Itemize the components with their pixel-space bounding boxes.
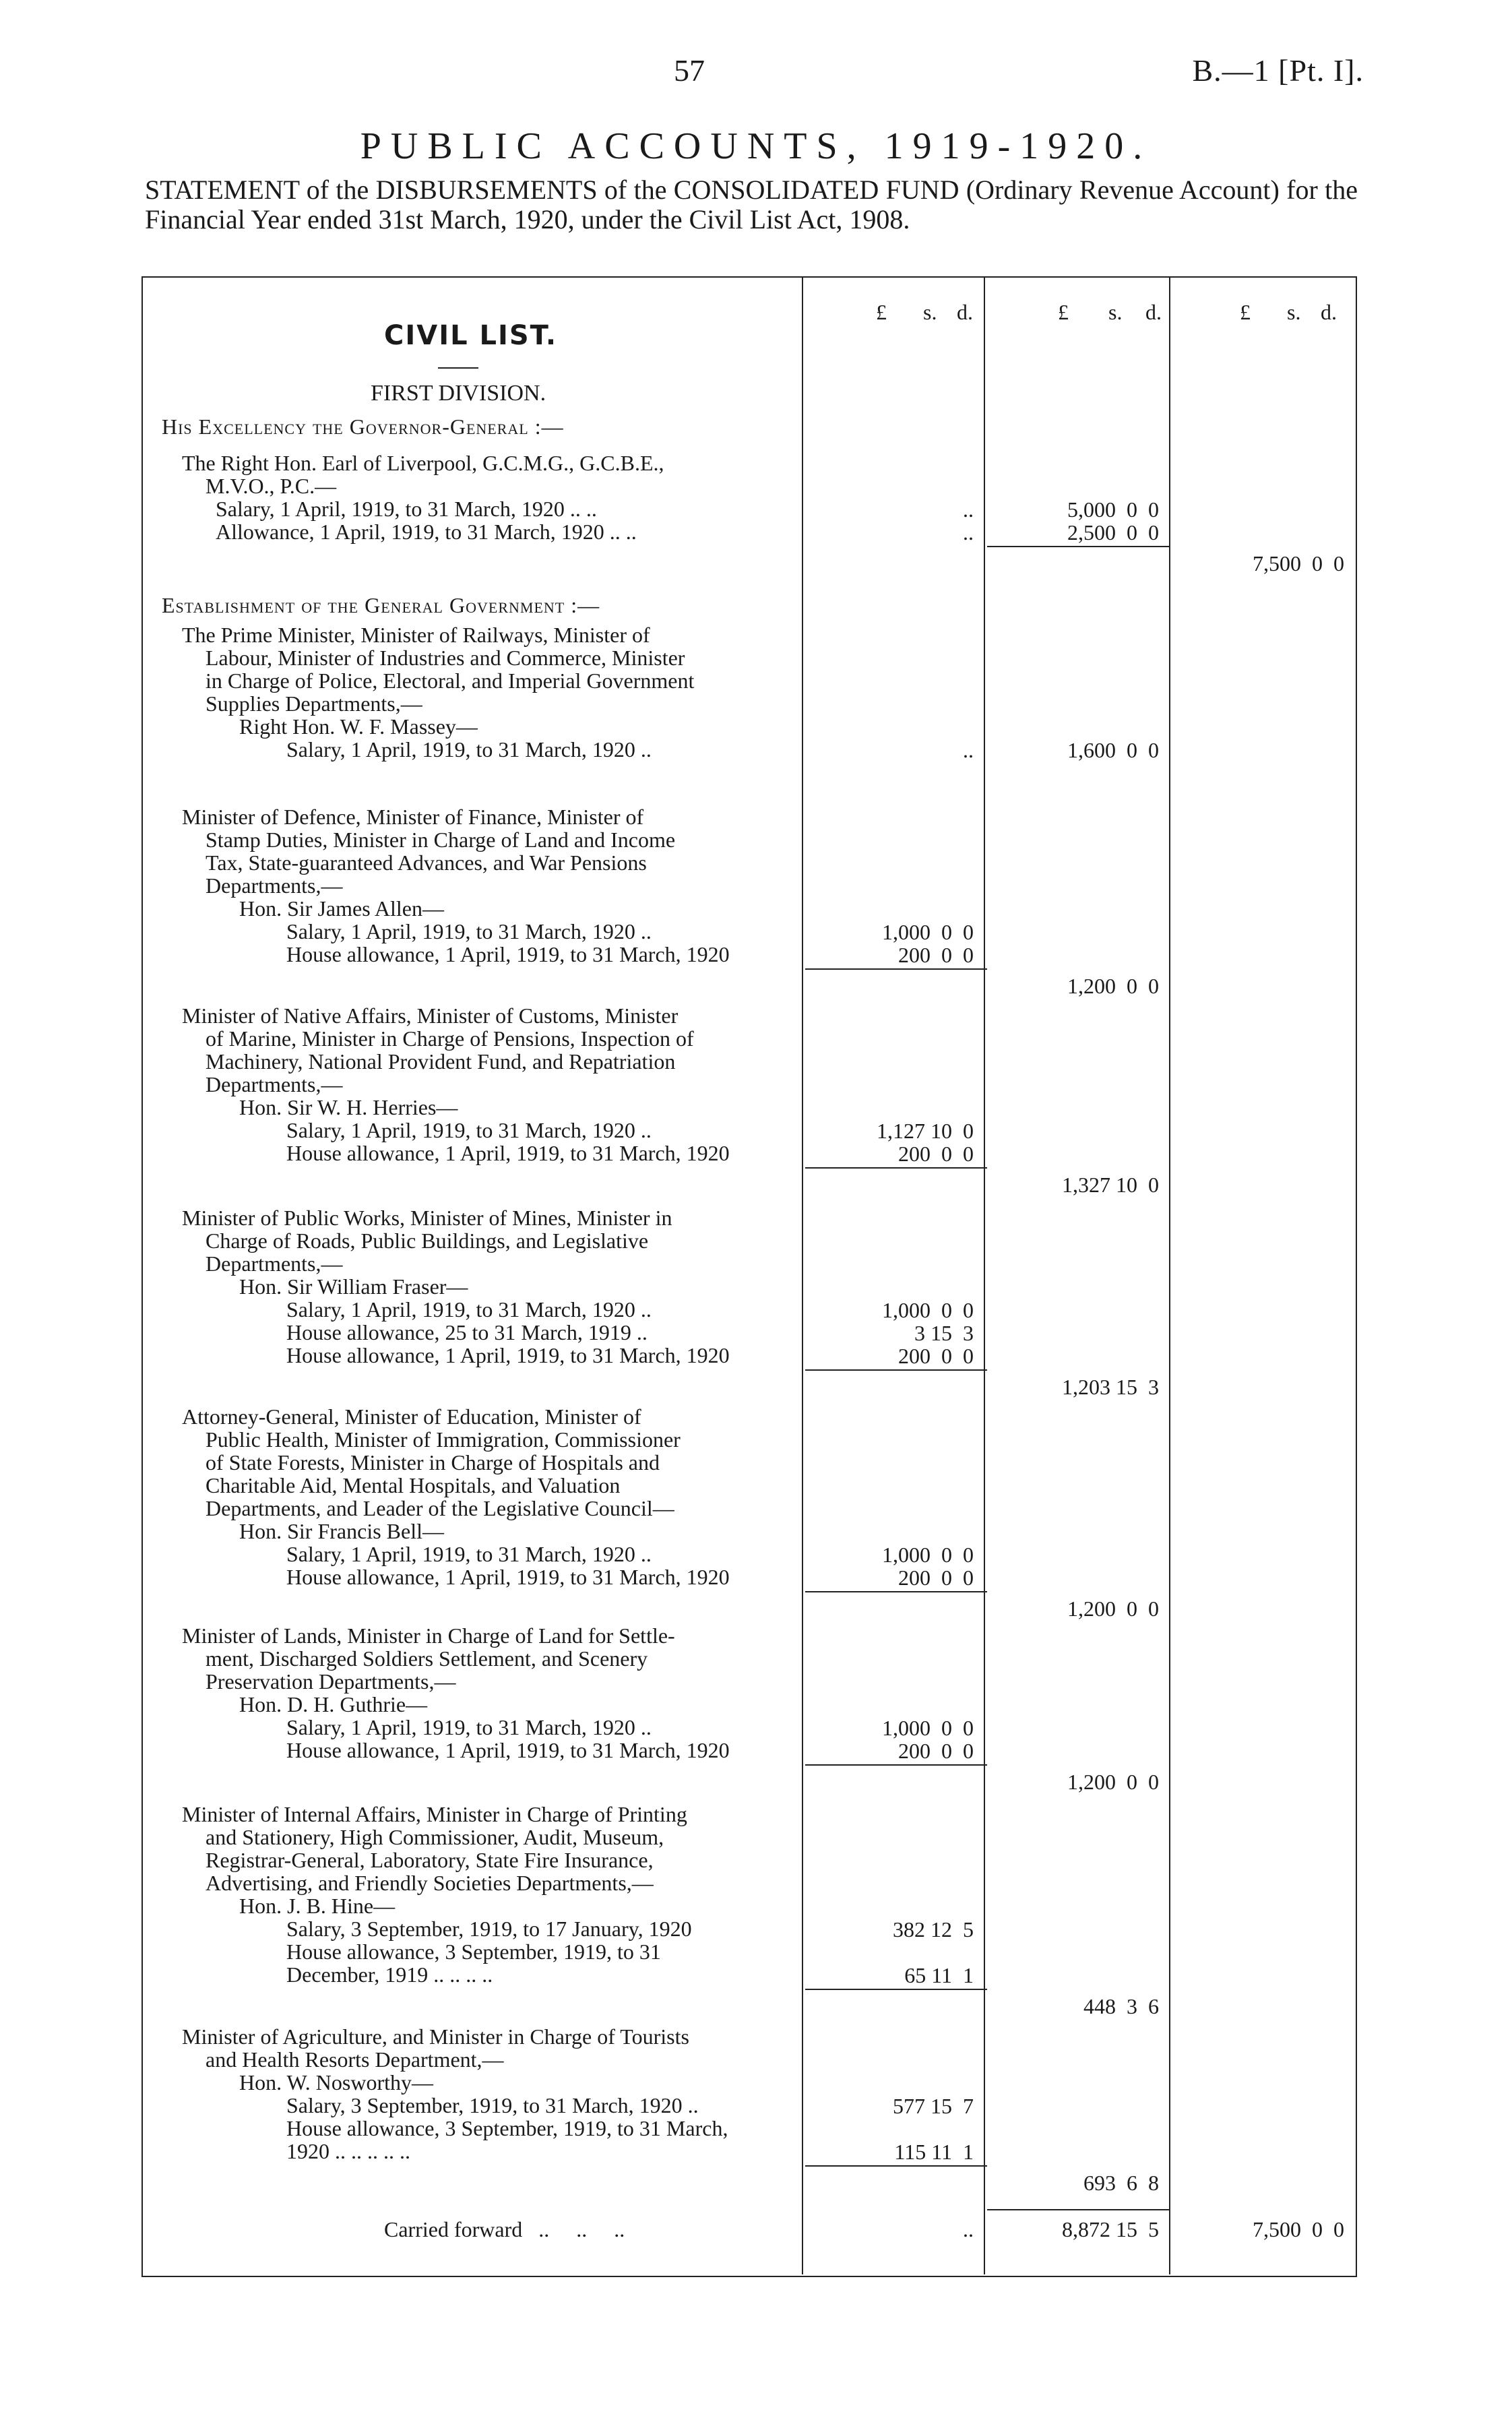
entry-description-line: Minister of Public Works, Minister of Mines, Minister in [182,1206,672,1230]
entry-description-line: Stamp Duties, Minister in Charge of Land and Income [206,828,676,852]
entry-item-amount: 577 15 7 [893,2094,974,2118]
entry-description-line: Hon. Sir James Allen— [239,896,444,921]
carried-forward-col3: 7,500 0 0 [1253,2217,1344,2241]
entry-description-line: Departments,— [206,1072,343,1096]
entry-description-line: The Right Hon. Earl of Liverpool, G.C.M.G., G.C.B.E., [182,451,664,475]
entry-description-line: Minister of Defence, Minister of Finance, Minister of [182,805,644,829]
entry-description-line: Departments,— [206,873,343,898]
entry-item-amount: 1,000 0 0 [882,1716,974,1740]
column-divider-2 [984,276,985,2274]
entry-total: 7,500 0 0 [1253,551,1344,576]
entry-item-subtotal: 2,500 0 0 [1067,520,1159,545]
subtotal-rule [805,1989,987,1990]
entry-item-text: Salary, 1 April, 1919, to 31 March, 1920 .. [286,1542,652,1566]
entry-total: 693 6 8 [1083,2171,1159,2195]
carried-forward-label: Carried forward .. .. .. [384,2217,625,2241]
subtotal-rule [805,1764,987,1766]
entry-description-line: Registrar-General, Laboratory, State Fire Insurance, [206,1848,654,1872]
entry-description-line: Right Hon. W. F. Massey— [239,714,478,739]
entry-description-line: Supplies Departments,— [206,691,422,716]
document-reference: B.—1 [Pt. I]. [1192,53,1364,88]
entry-description-line: The Prime Minister, Minister of Railways, Minister of [182,623,650,647]
subtotal-rule [805,1591,987,1592]
col2-shillings-header: s. [1108,300,1123,324]
entry-item-text: House allowance, 1 April, 1919, to 31 March, 1920 [286,1141,730,1165]
title-rule [438,367,478,369]
entry-item-text: Salary, 1 April, 1919, to 31 March, 1920 .. [286,737,652,762]
entry-total: 1,200 0 0 [1067,974,1159,998]
entry-description-line: Minister of Lands, Minister in Charge of Land for Settle- [182,1623,675,1648]
entry-description-line: and Stationery, High Commissioner, Audit, Museum, [206,1825,664,1849]
entry-total: 1,203 15 3 [1062,1375,1159,1399]
entry-item-text: House allowance, 1 April, 1919, to 31 March, 1920 [286,1343,730,1367]
page-number: 57 [674,53,705,88]
entry-description-line: Departments, and Leader of the Legislative Council— [206,1496,674,1520]
entry-description-line: Hon. D. H. Guthrie— [239,1692,428,1716]
entry-item-subtotal: 5,000 0 0 [1067,497,1159,522]
subtotal-rule [987,546,1169,547]
column-divider-1 [802,276,803,2274]
entry-description-line: Tax, State-guaranteed Advances, and War Pensions [206,850,647,875]
entry-item-amount: 115 11 1 [894,2140,974,2164]
entry-description-line: of Marine, Minister in Charge of Pensions, Inspection of [206,1026,694,1051]
entry-description-line: and Health Resorts Department,— [206,2047,504,2072]
entry-description-line: Hon. W. Nosworthy— [239,2070,434,2095]
entry-description-line: Minister of Native Affairs, Minister of Customs, Minister [182,1003,679,1028]
entry-total: 1,327 10 0 [1062,1173,1159,1197]
carried-forward-col2: 8,872 15 5 [1062,2217,1159,2241]
entry-item-subtotal: 1,600 0 0 [1067,738,1159,762]
entry-item-text: House allowance, 1 April, 1919, to 31 March, 1920 [286,1565,730,1589]
entry-description-line: Charitable Aid, Mental Hospitals, and Valuation [206,1473,621,1497]
entry-item-amount: 200 0 0 [898,1142,974,1166]
entry-description-line: Public Health, Minister of Immigration, Commissioner [206,1427,681,1452]
entry-description-line: Labour, Minister of Industries and Commerce, Minister [206,646,685,670]
entry-description-line: Hon. Sir William Fraser— [239,1274,468,1299]
entry-item-text: House allowance, 3 September, 1919, to 31 [286,1940,661,1964]
subtotal-rule [805,1167,987,1169]
entry-description-line: Minister of Agriculture, and Minister in Charge of Tourists [182,2024,689,2049]
entry-description-line: Departments,— [206,1251,343,1276]
section-title: CIVIL LIST. [384,320,558,351]
subtotal-rule [805,1369,987,1371]
col3-pounds-header: £ [1240,300,1251,324]
entry-description-line: Advertising, and Friendly Societies Departments,— [206,1871,654,1895]
page-title: PUBLIC ACCOUNTS, 1919-1920. [360,125,1152,167]
col3-pence-header: d. [1321,300,1337,324]
entry-item-amount: .. [963,497,974,522]
entry-item-amount: .. [963,520,974,545]
entry-item-text: House allowance, 1 April, 1919, to 31 March, 1920 [286,942,730,966]
entry-item-amount: 200 0 0 [898,1739,974,1763]
entry-item-text: Salary, 1 April, 1919, to 31 March, 1920 .. [286,1118,652,1142]
entry-description-line: Attorney-General, Minister of Education, Minister of [182,1404,641,1429]
entry-item-text: House allowance, 3 September, 1919, to 31 March, [286,2116,728,2140]
entry-item-text: Salary, 3 September, 1919, to 31 March, 1920 .. [286,2093,699,2117]
entry-item-text: Salary, 3 September, 1919, to 17 January, 1920 [286,1917,692,1941]
entry-item-text: House allowance, 1 April, 1919, to 31 March, 1920 [286,1738,730,1762]
entry-item-text: Salary, 1 April, 1919, to 31 March, 1920 .. [286,919,652,943]
entry-item-text: December, 1919 .. .. .. .. [286,1962,493,1987]
entry-description-line: Charge of Roads, Public Buildings, and Legislative [206,1229,649,1253]
carried-forward-rule [987,2209,1169,2210]
entry-description-line: of State Forests, Minister in Charge of Hospitals and [206,1450,660,1475]
entry-description-line: Machinery, National Provident Fund, and Repatriation [206,1049,676,1074]
entry-total: 448 3 6 [1083,1994,1159,2018]
entry-item-amount: 1,000 0 0 [882,920,974,944]
entry-item-amount: .. [963,738,974,762]
entry-description-line: Hon. Sir Francis Bell— [239,1519,444,1543]
col1-pence-header: d. [957,300,973,324]
entry-total: 1,200 0 0 [1067,1596,1159,1621]
col1-pounds-header: £ [876,300,887,324]
governor-heading: His Excellency the Governor-General :— [162,414,564,439]
entry-description-line: in Charge of Police, Electoral, and Imperial Government [206,669,695,693]
entry-description-line: Hon. J. B. Hine— [239,1894,396,1918]
establishment-heading: Establishment of the General Government :— [162,593,600,617]
entry-description-line: ment, Discharged Soldiers Settlement, and Scenery [206,1646,648,1671]
entry-item-text: Salary, 1 April, 1919, to 31 March, 1920 .. [286,1715,652,1739]
col1-shillings-header: s. [923,300,937,324]
entry-description-line: M.V.O., P.C.— [206,474,337,498]
entry-item-amount: 65 11 1 [904,1963,974,1987]
statement-heading: STATEMENT of the DISBURSEMENTS of the CONSOLIDATED FUND (Ordinary Revenue Account) for the Financial Year ended 31st March, 1920, under the Civil List Act, 1908. [145,175,1358,235]
col2-pounds-header: £ [1058,300,1069,324]
entry-item-text: 1920 .. .. .. .. .. [286,2139,410,2163]
col3-shillings-header: s. [1287,300,1301,324]
entry-item-amount: 200 0 0 [898,943,974,967]
entry-item-amount: 3 15 3 [914,1321,974,1345]
entry-item-amount: 200 0 0 [898,1565,974,1590]
entry-item-text: House allowance, 25 to 31 March, 1919 .. [286,1320,648,1344]
col2-pence-header: d. [1145,300,1162,324]
entry-description-line: Preservation Departments,— [206,1669,456,1694]
carried-forward-col1: .. [963,2217,974,2241]
entry-description-line: Minister of Internal Affairs, Minister in Charge of Printing [182,1802,687,1826]
entry-item-text: Salary, 1 April, 1919, to 31 March, 1920 .. [286,1297,652,1322]
entry-item-amount: 200 0 0 [898,1344,974,1368]
subtotal-rule [805,2165,987,2167]
entry-description-line: Hon. Sir W. H. Herries— [239,1095,458,1119]
division-heading: FIRST DIVISION. [371,381,546,406]
entry-item-text: Allowance, 1 April, 1919, to 31 March, 1920 .. .. [216,520,637,544]
subtotal-rule [805,968,987,970]
entry-item-amount: 1,000 0 0 [882,1298,974,1322]
entry-item-text: Salary, 1 April, 1919, to 31 March, 1920 .. .. [216,497,597,521]
entry-item-amount: 1,000 0 0 [882,1543,974,1567]
entry-item-amount: 382 12 5 [893,1917,974,1942]
entry-total: 1,200 0 0 [1067,1770,1159,1794]
column-divider-3 [1169,276,1170,2274]
entry-item-amount: 1,127 10 0 [877,1119,974,1143]
